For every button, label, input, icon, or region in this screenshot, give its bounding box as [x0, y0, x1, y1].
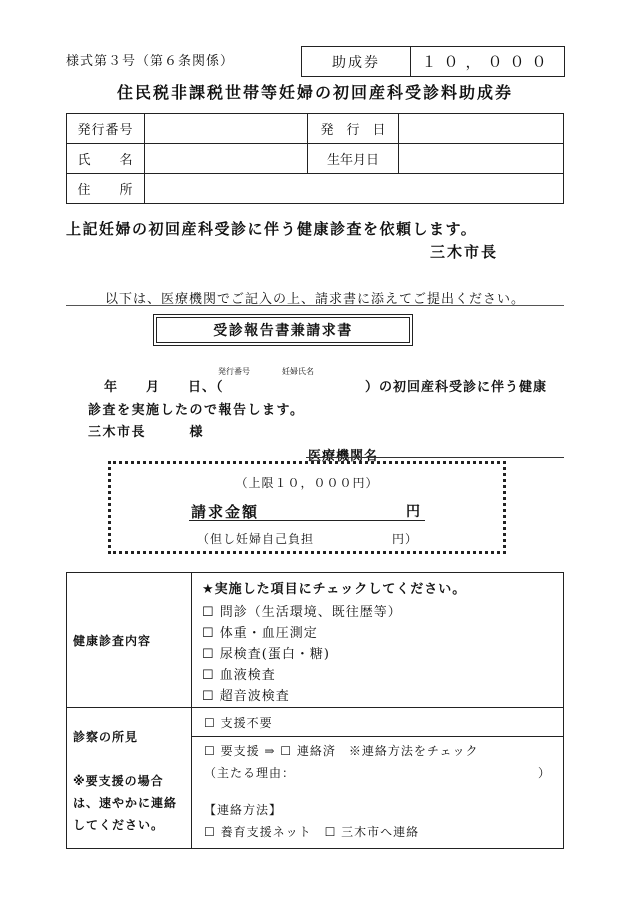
issue-info-table	[66, 113, 564, 204]
report-title: 受診報告書兼請求書	[156, 317, 410, 343]
issue-number-field[interactable]	[145, 114, 308, 144]
coupon-amount: １０，０００	[421, 53, 554, 71]
issue-date-label: 発 行 日	[308, 114, 399, 144]
small-pregnant-name-label: 妊婦氏名	[282, 367, 314, 376]
institution-name-field[interactable]	[306, 457, 564, 458]
claim-limit: （上限１０，０００円）	[235, 476, 379, 490]
findings-note-1: ※要支援の場合	[73, 774, 164, 788]
issue-date-field[interactable]	[399, 114, 564, 144]
checkup-item-urine[interactable]: ☐ 尿検査(蛋白・糖)	[202, 647, 330, 662]
checkup-item-weight-bp[interactable]: ☐ 体重・血圧測定	[202, 626, 318, 641]
page-title: 住民税非課税世帯等妊婦の初回産科受診料助成券	[116, 83, 513, 102]
no-support-cell	[192, 708, 564, 737]
address-label: 住 所	[67, 174, 145, 204]
findings-label-cell	[67, 708, 192, 849]
report-date-line: 年 月 日、（	[104, 380, 224, 395]
checkup-item-blood[interactable]: ☐ 血液検査	[202, 668, 276, 683]
contact-method-options[interactable]: ☐ 養育支援ネット ☐ 三木市へ連絡	[204, 825, 420, 839]
addressee: 三木市長 様	[88, 425, 205, 440]
checkup-item-ultrasound[interactable]: ☐ 超音波検査	[202, 689, 290, 704]
address-field[interactable]	[145, 174, 564, 204]
checkup-label-cell	[67, 573, 192, 708]
findings-label: 診察の所見	[73, 730, 139, 744]
claim-amount-field[interactable]	[189, 520, 425, 521]
checkup-section-label: 健康診査内容	[73, 634, 152, 648]
checkup-item-interview[interactable]: ☐ 問診（生活環境、既往歴等）	[202, 605, 402, 620]
coupon-box	[301, 46, 565, 77]
city-signature: 三木市長	[430, 243, 499, 261]
support-cell	[192, 737, 564, 849]
report-statement: 診査を実施したので報告します。	[88, 403, 305, 418]
birthdate-field[interactable]	[399, 144, 564, 174]
small-issue-number-label: 発行番号	[218, 367, 250, 376]
checkup-items-cell	[192, 573, 564, 708]
no-support-option[interactable]: ☐ 支援不要	[204, 716, 273, 730]
report-date-line-end: ）の初回産科受診に伴う健康	[365, 380, 548, 395]
self-burden-text: （但し妊婦自己負担 円）	[197, 532, 419, 546]
institution-label: 医療機関名	[308, 449, 379, 464]
request-text: 上記妊婦の初回産科受診に伴う健康診査を依頼します。	[66, 220, 478, 238]
claim-box	[108, 461, 506, 554]
name-label: 氏 名	[67, 144, 145, 174]
findings-note-3: してください。	[73, 818, 165, 832]
support-option[interactable]: ☐ 要支援 ⇒ ☐ 連絡済 ※連絡方法をチェック	[204, 744, 479, 758]
report-title-box	[153, 314, 413, 346]
coupon-label: 助成券	[302, 47, 411, 76]
separator-line	[66, 305, 564, 306]
birthdate-label: 生年月日	[308, 144, 399, 174]
findings-note-2: は、速やかに連絡	[73, 796, 178, 810]
reason-close: ）	[538, 766, 551, 780]
claim-amount-unit: 円	[406, 504, 420, 520]
contact-method-label: 【連絡方法】	[204, 803, 283, 817]
checkup-instruction: ★実施した項目にチェックしてください。	[202, 582, 467, 597]
checkup-table	[66, 572, 564, 849]
form-number: 様式第３号（第６条関係）	[66, 54, 235, 69]
issue-number-label: 発行番号	[67, 114, 145, 144]
claim-amount-label: 請求金額	[191, 503, 260, 521]
name-field[interactable]	[145, 144, 308, 174]
instruction-text: 以下は、医療機関でご記入の上、請求書に添えてご提出ください。	[104, 292, 525, 307]
reason-label: （主たる理由：	[204, 766, 296, 780]
